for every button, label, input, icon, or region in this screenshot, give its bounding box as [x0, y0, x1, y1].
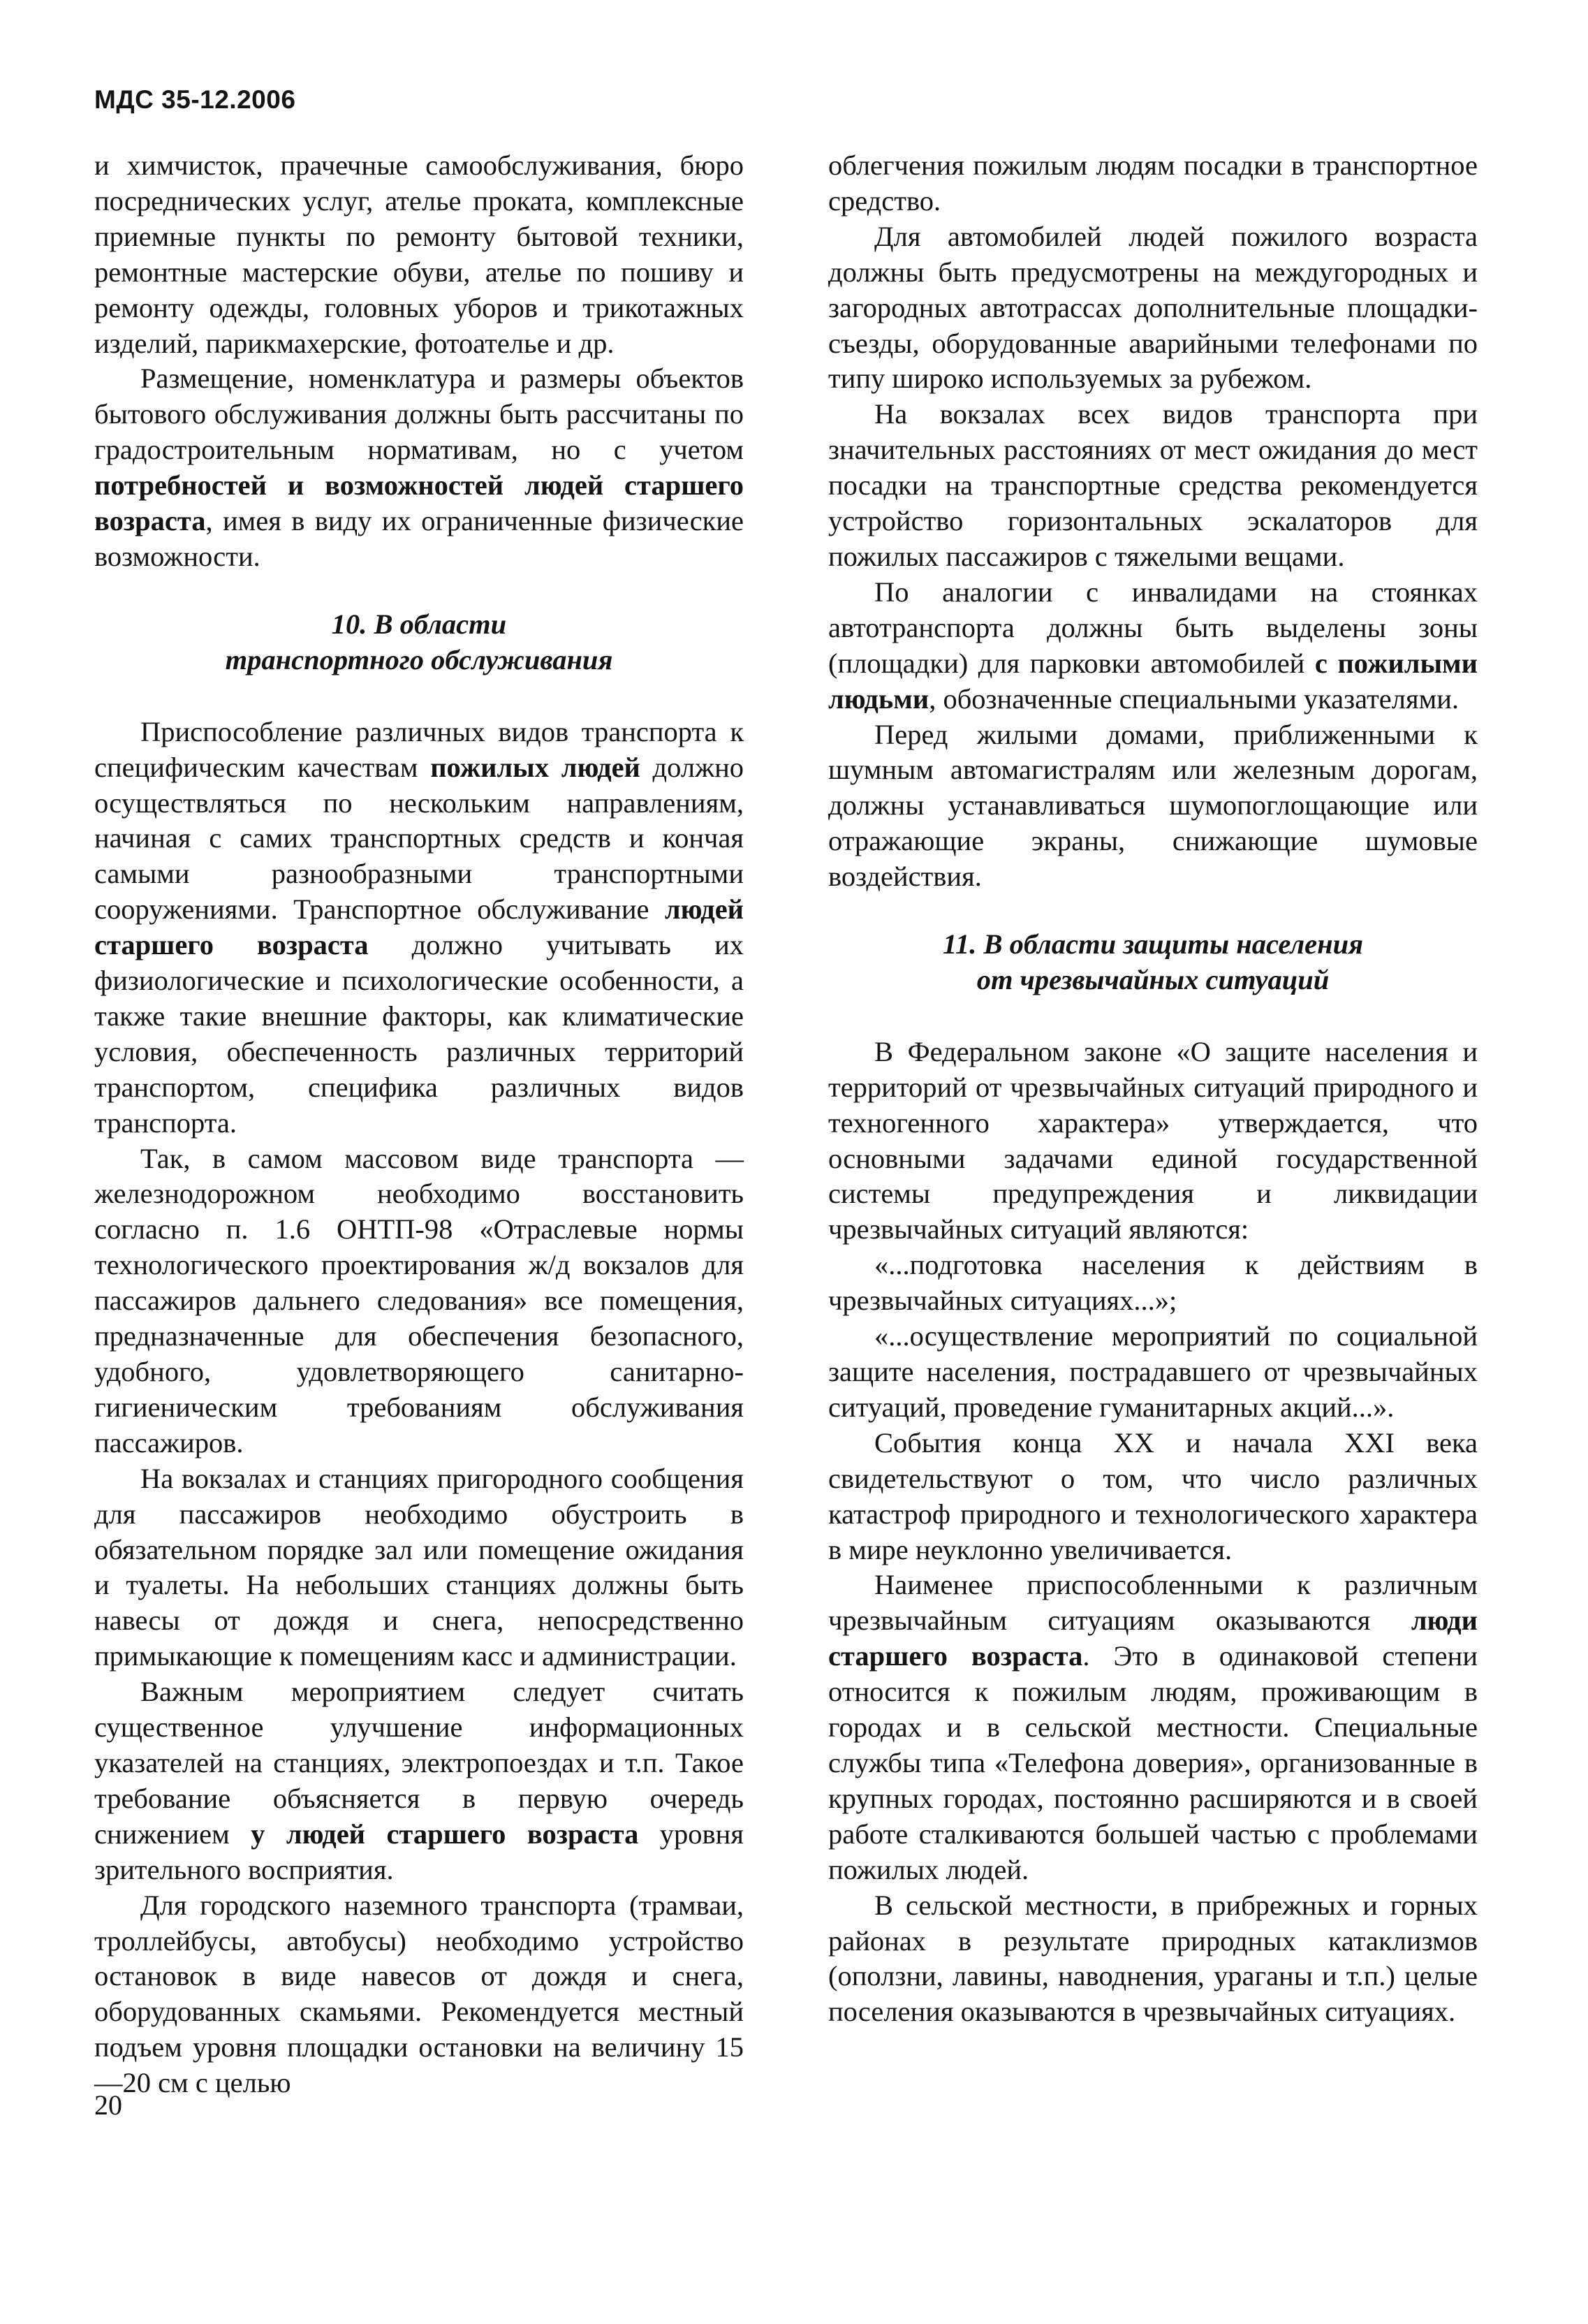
paragraph: [94, 361, 744, 574]
bold-text: у людей старшего возраста: [251, 1818, 639, 1850]
section-heading-10: [94, 607, 744, 678]
text-run: уровня зрительного восприятия.: [94, 1818, 744, 1885]
paragraph: [94, 715, 744, 1141]
paragraph: «...осуществление мероприятий по социальной защите населения, пострадавшего от чрезвычайных ситуаций, проведение гуманитарных акций...».: [828, 1320, 1478, 1423]
bold-text: с пожилыми людьми: [828, 647, 1478, 715]
bold-text: потребностей и возможностей людей старшего возраста: [94, 469, 744, 537]
paragraph: Так, в самом массовом виде транспорта — железнодорожном необходимо восстановить согласно п. 1.6 ОНТП-98 «Отраслевые нормы технологического проектирования ж/д вокзалов для пассажиров дальнего следования» все помещения, предназначенные для обеспечения безопасного, удобного, удовлетворяющего санитарно-гигиеническим требованиям обслуживания пассажиров.: [94, 1142, 744, 1459]
paragraph: На вокзалах всех видов транспорта при значительных расстояниях от мест ожидания до мест посадки на транспортные средства рекомендуется устройство горизонтальных эскалаторов для пожилых пассажиров с тяжелыми вещами.: [828, 398, 1478, 572]
section-heading-11: [828, 927, 1478, 998]
paragraph: В Федеральном законе «О защите населения и территорий от чрезвычайных ситуаций природного и техногенного характера» утверждается, что основными задачами единой государственной системы предупреждения и ликвидации чрезвычайных ситуаций являются:: [828, 1035, 1478, 1245]
paragraph: В сельской местности, в прибрежных и горных районах в результате природных катаклизмов (оползни, лавины, наводнения, ураганы и т.п.) целые поселения оказываются в чрезвычайных ситуациях.: [828, 1889, 1478, 2028]
paragraph: облегчения пожилым людям посадки в транспортное средство.: [828, 149, 1478, 217]
paragraph: [94, 1674, 744, 1887]
text-run: , имея в виду их ограниченные физические возможности.: [94, 505, 744, 572]
paragraph: и химчисток, прачечные самообслуживания, бюро посреднических услуг, ателье проката, комплексные приемные пункты по ремонту бытовой техники, ремонтные мастерские обуви, ателье по пошиву и ремонту одежды, головных уборов и трикотажных изделий, парикмахерские, фотоателье и др.: [94, 149, 744, 359]
text-run: должно осуществляться по нескольким направлениям, начиная с самих транспортных средств и кончая самыми разнообразными транспортными сооружениями. Транспортное обслуживание: [94, 751, 744, 926]
heading-line: транспортного обслуживания: [225, 643, 613, 675]
page-number: 20: [94, 2089, 122, 2121]
paragraph: [828, 1567, 1478, 1887]
paragraph: «...подготовка населения к действиям в чрезвычайных ситуациях...»;: [828, 1249, 1478, 1317]
heading-line: 11. В области защиты населения: [942, 928, 1364, 960]
left-column: [94, 148, 744, 2101]
right-column: [828, 148, 1478, 2030]
bold-text: пожилых людей: [430, 751, 640, 783]
text-run: . Это в одинаковой степени относится к пожилым людям, проживающим в городах и в сельской местности. Специальные службы типа «Телефона доверия», организованные в крупных городах, постоянно расширяются и в своей работе сталкиваются большей частью с проблемами пожилых людей.: [828, 1640, 1478, 1885]
bold-text: люди старшего возраста: [828, 1605, 1478, 1672]
text-run: должно учитывать их физиологические и психологические особенности, а также такие внешние факторы, как климатические условия, обеспеченность различных территорий транспортом, специфика различных видов транспорта.: [94, 929, 744, 1139]
text-run: По аналогии с инвалидами на стоянках автотранспорта должны быть выделены зоны (площадки) для парковки автомобилей: [828, 576, 1478, 679]
paragraph: Для городского наземного транспорта (трамваи, троллейбусы, автобусы) необходимо устройство остановок в виде навесов от дождя и снега, оборудованных скамьями. Рекомендуется местный подъем уровня площадки остановки на величину 15—20 см с целью: [94, 1889, 744, 2099]
text-run: Размещение, номенклатура и размеры объектов бытового обслуживания должны быть рассчитаны по градостроительным нормативам, но с учетом: [94, 363, 744, 466]
heading-line: 10. В области: [331, 608, 507, 640]
document-code: МДС 35-12.2006: [94, 85, 296, 114]
text-run: Приспособление различных видов транспорта к специфическим качествам: [94, 715, 744, 783]
text-run: , обозначенные специальными указателями.: [929, 682, 1460, 715]
paragraph: Для автомобилей людей пожилого возраста должны быть предусмотрены на междугородных и загородных автотрассах дополнительные площадки-съезды, оборудованные аварийными телефонами по типу широко используемых за рубежом.: [828, 220, 1478, 395]
paragraph: Перед жилыми домами, приближенными к шумным автомагистралям или железным дорогам, должны устанавливаться шумопоглощающие или отражающие экраны, снижающие шумовые воздействия.: [828, 718, 1478, 893]
text-run: Наименее приспособленными к различным чрезвычайным ситуациям оказываются: [828, 1569, 1478, 1637]
paragraph: [828, 575, 1478, 717]
paragraph: События конца XX и начала XXI века свидетельствуют о том, что число различных катастроф природного и технологического характера в мире неуклонно увеличивается.: [828, 1426, 1478, 1565]
text-run: Важным мероприятием следует считать существенное улучшение информационных указателей на станциях, электропоездах и т.п. Такое требование объясняется в первую очередь снижением: [94, 1676, 744, 1850]
heading-line: от чрезвычайных ситуаций: [976, 963, 1330, 995]
paragraph: На вокзалах и станциях пригородного сообщения для пассажиров необходимо обустроить в обязательном порядке зал или помещение ожидания и туалеты. На небольших станциях должны быть навесы от дождя и снега, непосредственно примыкающие к помещениям касс и администрации.: [94, 1462, 744, 1672]
bold-text: людей старшего возраста: [94, 893, 744, 961]
